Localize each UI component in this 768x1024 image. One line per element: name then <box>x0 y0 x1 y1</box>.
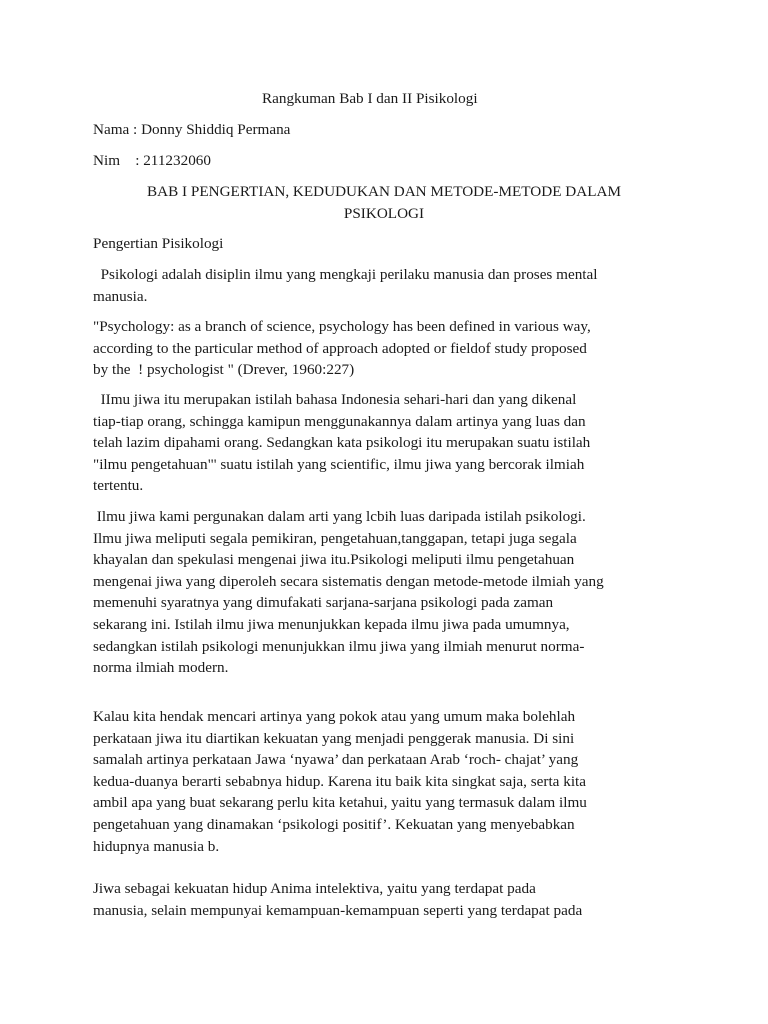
paragraph-line: Jiwa sebagai kekuatan hidup Anima intelektiva, yaitu yang terdapat pada <box>93 880 536 897</box>
paragraph-line: manusia, selain mempunyai kemampuan-kemampuan seperti yang terdapat pada <box>93 901 583 919</box>
paragraph-line: tertentu. <box>93 477 144 495</box>
paragraph-line: hidupnya manusia b. <box>93 837 220 855</box>
document-title: Rangkuman Bab I dan II Pisikologi <box>262 90 478 107</box>
paragraph-definition <box>93 264 693 307</box>
paragraph-line: mengenai jiwa yang diperoleh secara sistematis dengan metode-metode ilmiah yang <box>93 572 604 590</box>
chapter-heading-line: PSIKOLOGI <box>343 204 425 222</box>
paragraph-line: manusia. <box>93 287 148 305</box>
section-heading: Pengertian Pisikologi <box>93 235 224 252</box>
student-name-line: Nama : Donny Shiddiq Permana <box>93 121 291 138</box>
paragraph-line: sekarang ini. Istilah ilmu jiwa menunjukkan kepada ilmu jiwa pada umumnya, <box>93 615 570 633</box>
paragraph-line: Kalau kita hendak mencari artinya yang pokok atau yang umum maka bolehlah <box>93 708 576 725</box>
paragraph-quote <box>93 316 693 381</box>
paragraph-scope <box>93 506 693 679</box>
paragraph-anima <box>93 878 693 921</box>
paragraph-line: memenuhi syaratnya yang dimufakati sarjana-sarjana psikologi pada zaman <box>93 594 554 612</box>
paragraph-line: tiap-tiap orang, schingga kamipun menggunakannya dalam artinya yang luas dan <box>93 412 586 430</box>
paragraph-line: pengetahuan yang dinamakan ‘psikologi positif’. Kekuatan yang menyebabkan <box>93 815 575 833</box>
paragraph-line: kedua-duanya berarti sebabnya hidup. Karena itu baik kita singkat saja, serta kita <box>93 772 586 790</box>
paragraph-line: IImu jiwa itu merupakan istilah bahasa Indonesia sehari-hari dan yang dikenal <box>93 391 577 408</box>
paragraph-line: telah lazim dipahami orang. Sedangkan kata psikologi itu merupakan suatu istilah <box>93 434 591 452</box>
paragraph-line: ambil apa yang buat sekarang perlu kita ketahui, yaitu yang termasuk dalam ilmu <box>93 794 587 812</box>
paragraph-line: Ilmu jiwa kami pergunakan dalam arti yang lcbih luas daripada istilah psikologi. <box>93 508 586 525</box>
paragraph-line: Psikologi adalah disiplin ilmu yang mengkaji perilaku manusia dan proses mental <box>93 266 598 283</box>
paragraph-meaning <box>93 706 693 857</box>
paragraph-ilmu-jiwa <box>93 389 693 497</box>
paragraph-line: "ilmu pengetahuan"' suatu istilah yang scientific, ilmu jiwa yang bercorak ilmiah <box>93 455 585 473</box>
chapter-heading <box>93 181 675 224</box>
paragraph-line: samalah artinya perkataan Jawa ‘nyawa’ dan perkataan Arab ‘roch- chajat’ yang <box>93 751 579 769</box>
paragraph-line: according to the particular method of approach adopted or fieldof study proposed <box>93 339 587 357</box>
paragraph-line: by the ! psychologist " (Drever, 1960:227) <box>93 361 355 379</box>
paragraph-line: khayalan dan spekulasi mengenai jiwa itu.Psikologi meliputi ilmu pengetahuan <box>93 551 575 569</box>
chapter-heading-line: BAB I PENGERTIAN, KEDUDUKAN DAN METODE-METODE DALAM <box>147 183 621 200</box>
paragraph-line: perkataan jiwa itu diartikan kekuatan yang menjadi penggerak manusia. Di sini <box>93 729 575 747</box>
paragraph-line: "Psychology: as a branch of science, psychology has been defined in various way, <box>93 318 591 335</box>
paragraph-line: Ilmu jiwa meliputi segala pemikiran, pengetahuan,tanggapan, tetapi juga segala <box>93 529 577 547</box>
paragraph-line: norma ilmiah modern. <box>93 659 229 677</box>
student-id-line: Nim : 211232060 <box>93 152 211 169</box>
paragraph-line: sedangkan istilah psikologi menunjukkan ilmu jiwa yang ilmiah menurut norma- <box>93 637 585 655</box>
